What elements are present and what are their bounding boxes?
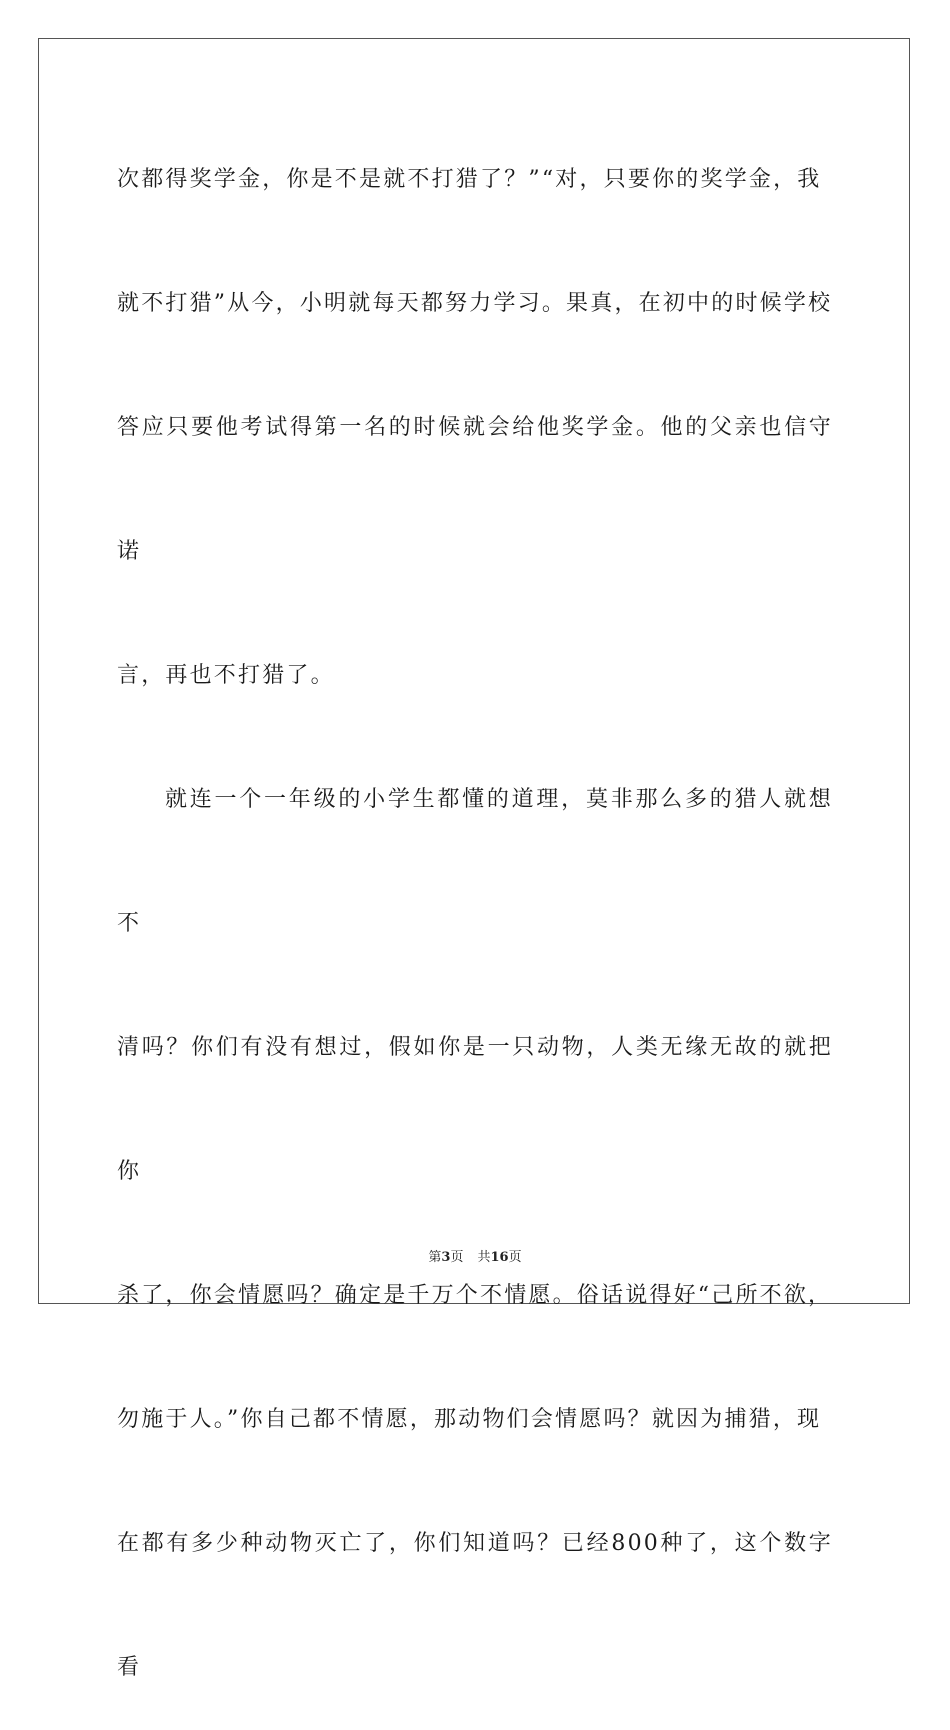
- text-line: 就连一个一年级的小学生都懂的道理，莫非那么多的猎人就想不: [117, 787, 833, 936]
- total-pages: 16: [490, 1250, 509, 1265]
- page-number: 3: [441, 1250, 451, 1265]
- total-prefix: 共: [477, 1250, 491, 1265]
- page-prefix: 第: [428, 1250, 442, 1265]
- text-line: 杀了，你会情愿吗？确定是千万个不情愿。俗话说得好“己所不欲，: [117, 1283, 833, 1308]
- document-body: [117, 118, 833, 1730]
- text-line: 次都得奖学金，你是不是就不打猎了？”“对，只要你的奖学金，我: [117, 167, 822, 192]
- text-line: 勿施于人。”你自己都不情愿，那动物们会情愿吗？就因为捕猎，现: [117, 1407, 822, 1432]
- text-line: 在都有多少种动物灭亡了，你们知道吗？已经800种了，这个数字看: [117, 1531, 833, 1680]
- page-suffix: 页: [450, 1250, 464, 1265]
- text-line: 答应只要他考试得第一名的时候就会给他奖学金。他的父亲也信守诺: [117, 415, 833, 564]
- total-suffix: 页: [508, 1250, 522, 1265]
- text-line: 就不打猎”从今，小明就每天都努力学习。果真，在初中的时候学校: [117, 291, 833, 316]
- page-footer: [0, 1246, 950, 1265]
- text-line: 言，再也不打猎了。: [117, 663, 335, 688]
- text-line: 清吗？你们有没有想过，假如你是一只动物，人类无缘无故的就把你: [117, 1035, 833, 1184]
